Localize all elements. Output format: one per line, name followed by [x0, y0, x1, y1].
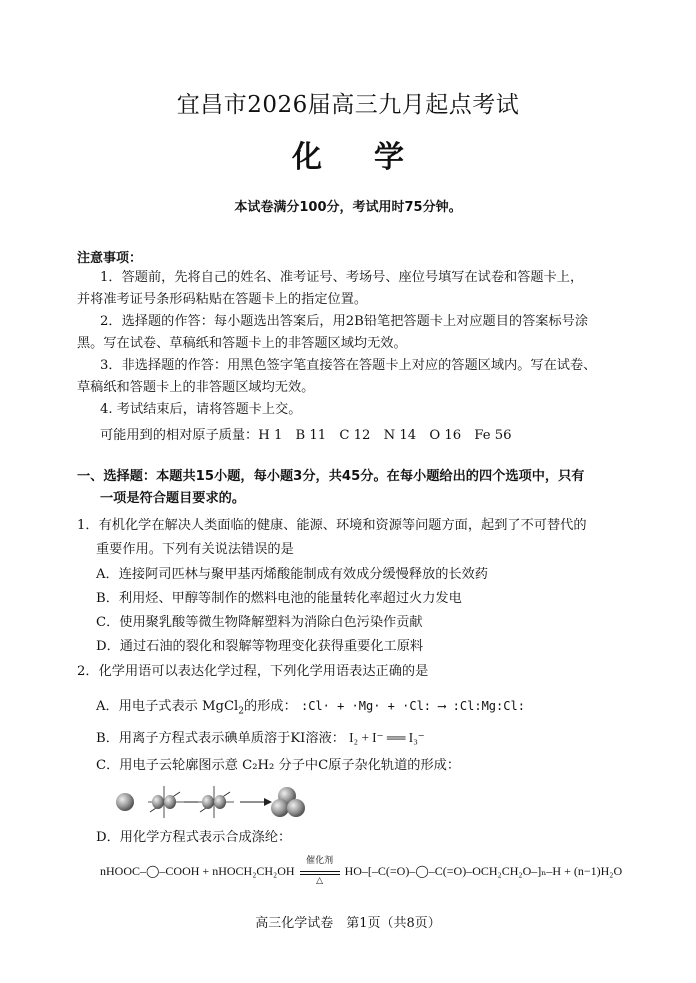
orbital-diagram [112, 782, 312, 822]
q1-option-c: C．使用聚乳酸等微生物降解塑料为消除白色污染作贡献 [96, 615, 423, 630]
q2-option-c: C．用电子云轮廓图示意 C₂H₂ 分子中C原子杂化轨道的形成： [96, 758, 461, 773]
notice-item-2: 2．选择题的作答：每小题选出答案后，用2B铅笔把答题卡上对应题目的答案标号涂 [100, 314, 589, 329]
sp-orbital-1 [148, 786, 184, 818]
exam-title: 宜昌市2026届高三九月起点考试 [176, 92, 520, 118]
subject-title: 化学 [292, 140, 456, 175]
notice-item-4: 4. 考试结束后，请将答题卡上交。 [100, 402, 302, 417]
score-line: 本试卷满分100分，考试用时75分钟。 [234, 200, 462, 215]
q1-option-b: B．利用烃、甲醇等制作的燃料电池的能量转化率超过火力发电 [96, 591, 462, 606]
q1-stem-cont: 重要作用。下列有关说法错误的是 [96, 542, 294, 557]
notice-heading: 注意事项： [77, 251, 143, 266]
hybrid-orbital-cluster [271, 787, 305, 817]
section-heading-cont: 一项是符合题目要求的。 [100, 491, 246, 506]
arrow-head [264, 798, 272, 806]
equation-reactants: nHOOC–◯–COOH + nHOCH₂CH₂OH [100, 864, 295, 878]
ion-equation: I₂ + I⁻ ══ I₃⁻ [349, 730, 425, 745]
page-footer: 高三化学试卷 第1页（共8页） [255, 916, 441, 931]
s-orbital-sphere [116, 793, 134, 811]
q2-option-b: B．用离子方程式表示碘单质溶于KI溶液： I₂ + I⁻ ══ I₃⁻ [96, 730, 425, 746]
q2-option-a: A．用电子式表示 MgCl$_2$的形成： :Cl· + ·Mg· + ·Cl: ⟶ :Cl:Mg:Cl: [96, 699, 525, 717]
notice-item-3: 3．非选择题的作答：用黑色签字笔直接答在答题卡上对应的答题区域内。写在试卷、 [100, 358, 597, 373]
q1-stem: 1．有机化学在解决人类面临的健康、能源、环境和资源等问题方面，起到了不可替代的 [77, 518, 587, 533]
equation-products: HO–[–C(=O)–◯–C(=O)–OCH₂CH₂O–]ₙ–H + (n−1)H₂O [344, 864, 623, 878]
electron-formula: :Cl· + ·Mg· + ·Cl: ⟶ :Cl:Mg:Cl: [300, 699, 525, 713]
notice-item-3-cont: 草稿纸和答题卡上的非答题区域均无效。 [77, 380, 315, 395]
q2-option-d: D．用化学方程式表示合成涤纶： [96, 830, 292, 845]
polyester-equation [100, 855, 630, 885]
reaction-arrow: 催化剂 △ [300, 865, 340, 875]
notice-item-1-cont: 并将准考证号条形码粘贴在答题卡上的指定位置。 [77, 292, 368, 307]
section-heading: 一、选择题：本题共15小题，每小题3分，共45分。在每小题给出的四个选项中，只有 [77, 469, 585, 484]
sp-orbital-2 [198, 786, 234, 818]
notice-item-2-cont: 黑。写在试卷、草稿纸和答题卡上的非答题区域均无效。 [77, 336, 407, 351]
atomic-masses: 可能用到的相对原子质量：H 1 B 11 C 12 N 14 O 16 Fe 56 [100, 428, 512, 443]
q2-stem: 2．化学用语可以表达化学过程，下列化学用语表达正确的是 [77, 664, 429, 679]
q1-option-a: A．连接阿司匹林与聚甲基丙烯酸能制成有效成分缓慢释放的长效药 [96, 567, 488, 582]
q1-option-d: D．通过石油的裂化和裂解等物理变化获得重要化工原料 [96, 639, 424, 654]
notice-item-1: 1．答题前，先将自己的姓名、准考证号、考场号、座位号填写在试卷和答题卡上， [100, 270, 584, 285]
